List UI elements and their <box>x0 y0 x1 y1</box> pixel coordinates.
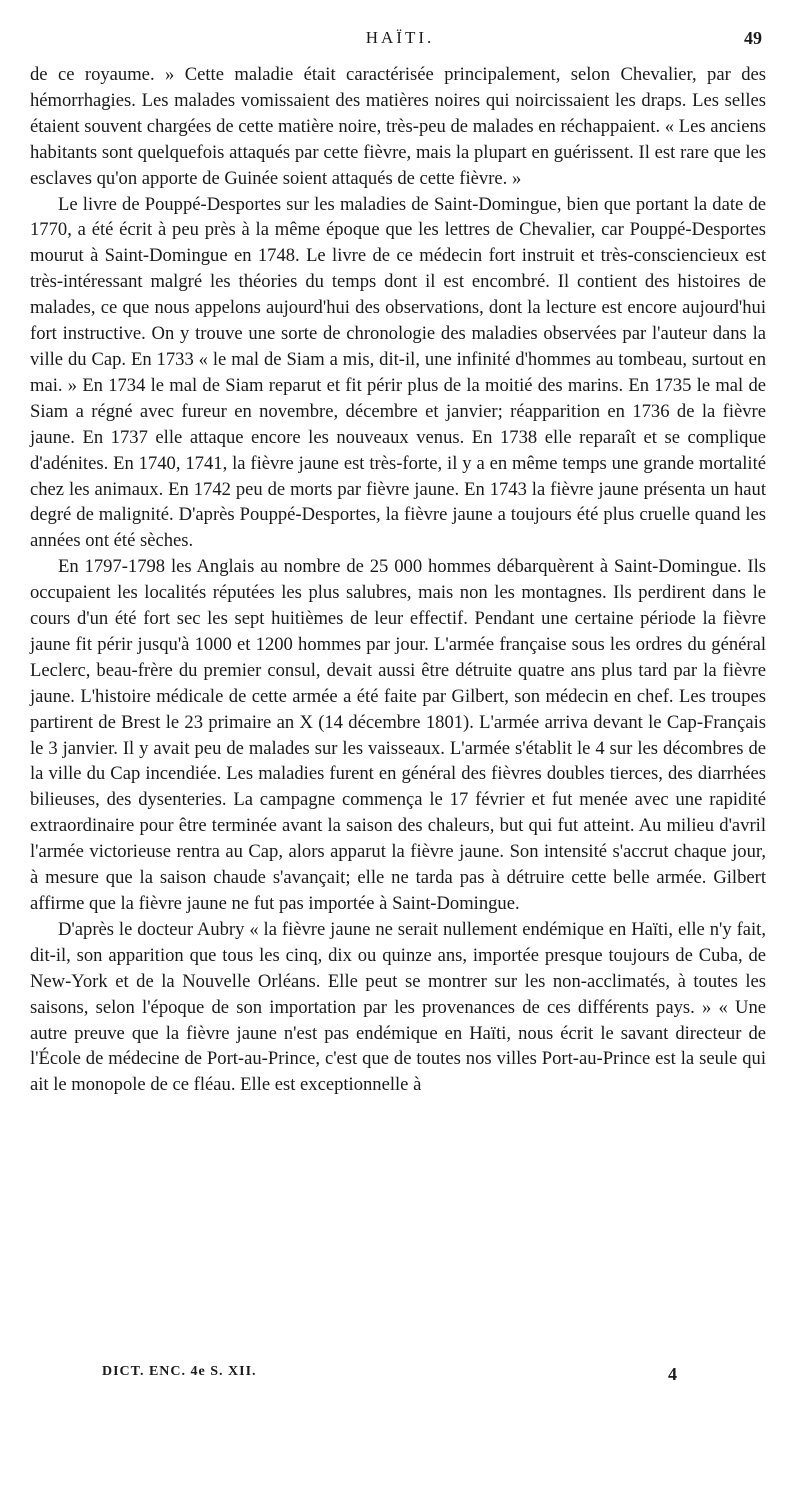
page-number: 49 <box>744 28 762 48</box>
paragraph-continuation: de ce royaume. » Cette maladie était caractérisée principalement, selon Chevalier, par des hémorrhagies. Les malades vomissaient des matières noires qui noircissaient les draps. Les selles étaient souvent chargées de cette matière noire, très-peu de malades en réchappaient. « Les anciens habitants sont quelquefois attaqués par cette fièvre, mais la plupart en guérissent. Il est rare que les esclaves qu'on apporte de Guinée soient attaqués de cette fièvre. » <box>30 64 766 189</box>
running-header <box>30 28 770 52</box>
signature-mark: 4 <box>668 1364 677 1384</box>
running-title: HAÏTI. <box>365 28 435 47</box>
paragraph-1797-1798: En 1797-1798 les Anglais au nombre de 25 000 hommes débarquèrent à Saint-Domingue. Ils occupaient les localités réputées les plus salubres, mais non les montagnes. Ils perdirent dans le cours d'un été fort sec les sept huitièmes de leur effectif. Pendant une certaine période la fièvre jaune fit périr jusqu'à 1000 et 1200 hommes par jour. L'armée française sous les ordres du général Leclerc, beau-frère du premier consul, devait aussi être détruite quatre ans plus tard par la fièvre jaune. L'histoire médicale de cette armée a été faite par Gilbert, son médecin en chef. Les troupes partirent de Brest le 23 primaire an X (14 décembre 1801). L'armée arriva devant le Cap-Français le 3 janvier. Il y avait peu de malades sur les vaisseaux. L'armée s'établit le 4 sur les décombres de la ville du Cap incendiée. Les maladies furent en général des fièvres doubles tierces, des diarrhées bilieuses, des dysenteries. La campagne commença le 17 février et fut menée avec une rapidité extraordinaire pour être terminée avant la saison des chaleurs, but qui fut atteint. Au milieu d'avril l'armée victorieuse rentra au Cap, alors apparut la fièvre jaune. Son intensité s'accrut chaque jour, à mesure que la saison chaude s'avançait; elle ne tarda pas à détruire cette belle armée. Gilbert affirme que la fièvre jaune ne fut pas importée à Saint-Domingue. <box>30 556 766 914</box>
paragraph-pouppe-desportes: Le livre de Pouppé-Desportes sur les maladies de Saint-Domingue, bien que portant la date de 1770, a été écrit à peu près à la même époque que les lettres de Chevalier, car Pouppé-Desportes mourut à Saint-Domingue en 1748. Le livre de ce médecin fort instruit et très-consciencieux est très-intéressant malgré les théories du temps dont il est encombré. Il contient des histoires de malades, ce que nous appelons aujourd'hui des observations, dont la lecture est encore aujourd'hui fort instructive. On y trouve une sorte de chronologie des maladies observées par l'auteur dans la ville du Cap. En 1733 « le mal de Siam a mis, dit-il, une infinité d'hommes au tombeau, surtout en mai. » En 1734 le mal de Siam reparut et fit périr plus de la moitié des marins. En 1735 le mal de Siam a régné avec fureur en novembre, décembre et janvier; réapparition en 1736 de la fièvre jaune. En 1737 elle attaque encore les nouveaux venus. En 1738 elle reparaît et se complique d'adénites. En 1740, 1741, la fièvre jaune est très-forte, il y a en même temps une grande mortalité chez les animaux. En 1742 peu de morts par fièvre jaune. En 1743 la fièvre jaune présenta un haut degré de malignité. D'après Pouppé-Desportes, la fièvre jaune a toujours été plus cruelle quand les années ont été sèches. <box>30 193 766 552</box>
printer-signature: DICT. ENC. 4e S. XII. <box>102 1364 257 1379</box>
paragraph-aubry: D'après le docteur Aubry « la fièvre jaune ne serait nullement endémique en Haïti, elle n'y fait, dit-il, son apparition que tous les cinq, dix ou quinze ans, importée presque toujours de Cuba, de New-York et de la Nouvelle Orléans. Elle peut se montrer sur les non-acclimatés, à toutes les saisons, selon l'époque de son importation par les provenances de ces différents pays. » « Une autre preuve que la fièvre jaune n'est pas endémique en Haïti, nous écrit le savant directeur de l'École de médecine de Port-au-Prince, c'est que de toutes nos villes Port-au-Prince est la seule qui ait le monopole de ce fléau. Elle est exceptionnelle à <box>30 918 766 1096</box>
body-text <box>30 62 766 1098</box>
page-footer <box>30 1364 770 1388</box>
